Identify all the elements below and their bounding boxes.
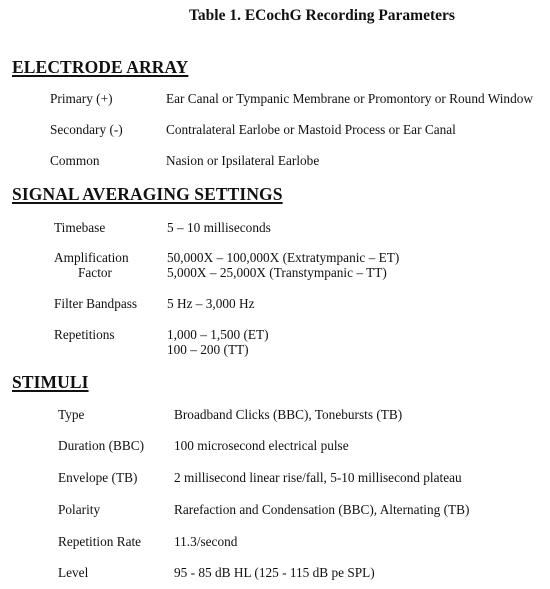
param-value: Ear Canal or Tympanic Membrane or Promontory or Round Window	[166, 91, 533, 106]
param-label: Filter Bandpass	[54, 296, 138, 311]
param-label: Polarity	[58, 502, 101, 517]
param-value-line: 5,000X – 25,000X (Transtympanic – TT)	[167, 265, 387, 280]
param-value: 5 Hz – 3,000 Hz	[167, 296, 255, 311]
param-value: 95 - 85 dB HL (125 - 115 dB pe SPL)	[174, 565, 375, 580]
param-label: Secondary (-)	[50, 122, 123, 137]
param-label: Level	[58, 565, 89, 580]
param-value-line: 100 – 200 (TT)	[167, 342, 249, 357]
param-label	[54, 250, 129, 280]
param-value-line: 50,000X – 100,000X (Extratympanic – ET)	[167, 250, 400, 265]
param-label-line: Amplification	[54, 250, 129, 265]
param-value: Contralateral Earlobe or Mastoid Process or Ear Canal	[166, 122, 456, 137]
param-value-line: 1,000 – 1,500 (ET)	[167, 327, 269, 342]
param-value: Nasion or Ipsilateral Earlobe	[166, 153, 320, 168]
section-heading-stimuli: STIMULI	[12, 372, 89, 392]
param-label: Type	[58, 407, 85, 422]
param-value	[167, 327, 269, 357]
param-label: Duration (BBC)	[58, 438, 145, 453]
param-label: Timebase	[54, 220, 106, 235]
param-label: Repetitions	[54, 327, 115, 342]
param-value	[167, 250, 399, 280]
param-value: 5 – 10 milliseconds	[167, 220, 271, 235]
param-value: Rarefaction and Condensation (BBC), Alternating (TB)	[174, 502, 470, 517]
param-label: Envelope (TB)	[58, 470, 138, 485]
param-label: Repetition Rate	[58, 534, 142, 549]
param-value: 11.3/second	[174, 534, 238, 549]
param-value: 2 millisecond linear rise/fall, 5-10 millisecond plateau	[174, 470, 462, 485]
param-value: Broadband Clicks (BBC), Tonebursts (TB)	[174, 407, 403, 422]
table-title: Table 1. ECochG Recording Parameters	[189, 7, 455, 24]
section-heading-electrode-array: ELECTRODE ARRAY	[12, 57, 189, 77]
param-value: 100 microsecond electrical pulse	[174, 438, 349, 453]
section-heading-signal-averaging: SIGNAL AVERAGING SETTINGS	[12, 184, 283, 204]
param-label: Common	[50, 153, 100, 168]
param-label-line: Factor	[78, 265, 112, 280]
param-label: Primary (+)	[50, 91, 113, 106]
